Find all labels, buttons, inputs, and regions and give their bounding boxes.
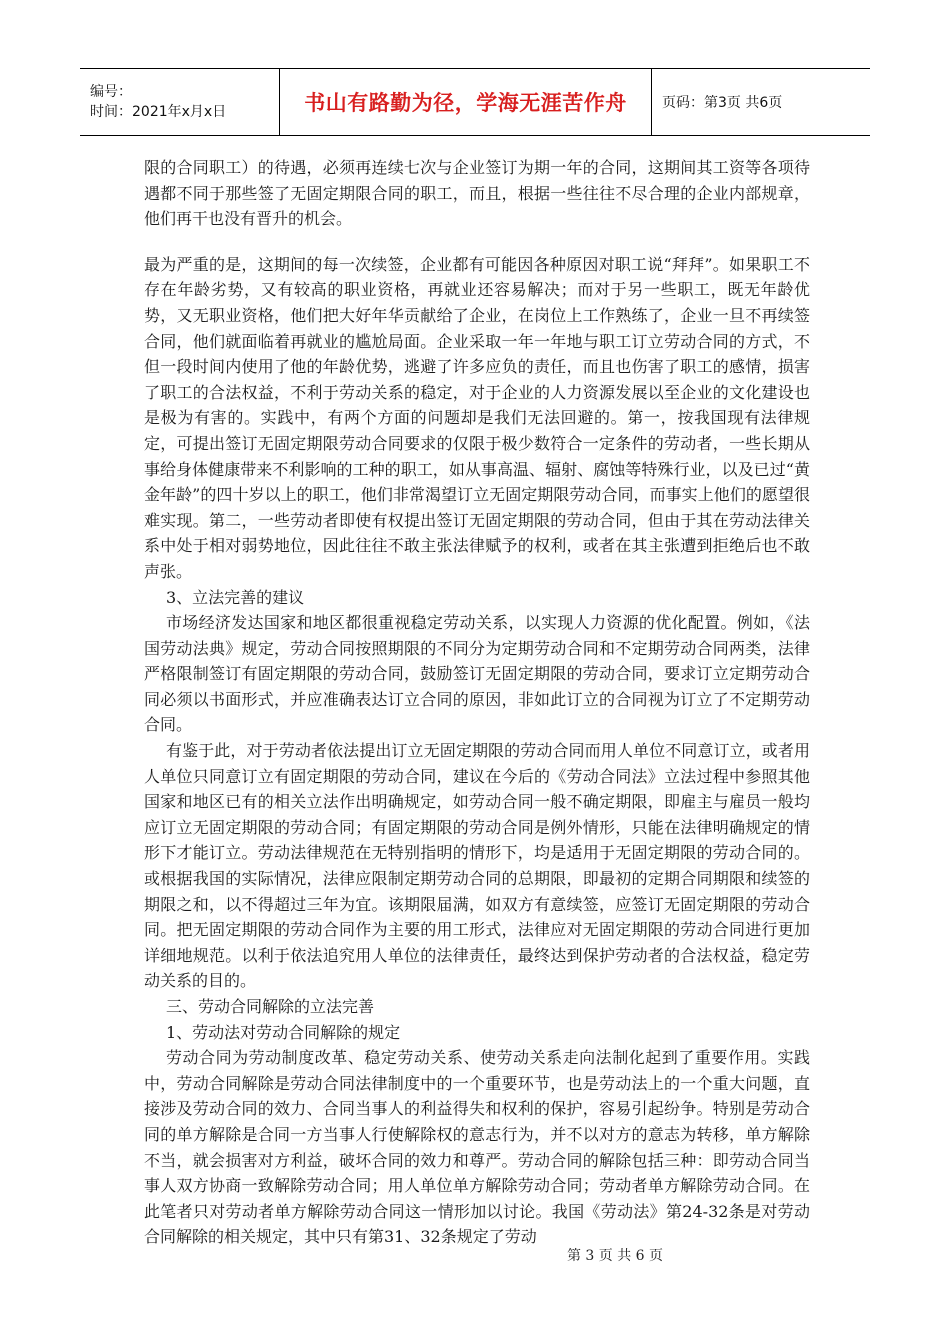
page-header [80, 68, 870, 136]
header-page-code-cell [652, 69, 870, 135]
paragraph: 最为严重的是，这期间的每一次续签，企业都有可能因各种原因对职工说“拜拜”。如果职工不存在年龄劣势，又有较高的职业资格，再就业还容易解决；而对于另一些职工，既无年龄优势，又无职业资格，他们把大好年华贡献给了企业，在岗位上工作熟练了，企业一旦不再续签合同，他们就面临着再就业的尴尬局面。企业采取一年一年地与职工订立劳动合同的方式，不但一段时间内使用了他的年龄优势，逃避了许多应负的责任，而且也伤害了职工的感情，损害了职工的合法权益，不利于劳动关系的稳定，对于企业的人力资源发展以至企业的文化建设也是极为有害的。实践中，有两个方面的问题却是我们无法回避的。第一，按我国现有法律规定，可提出签订无固定期限劳动合同要求的仅限于极少数符合一定条件的劳动者，一些长期从事给身体健康带来不利影响的工种的职工，如从事高温、辐射、腐蚀等特殊行业，以及已过“黄金年龄”的四十岁以上的职工，他们非常渴望订立无固定期限劳动合同，而事实上他们的愿望很难实现。第二，一些劳动者即使有权提出签订无固定期限的劳动合同，但由于其在劳动法律关系中处于相对弱势地位，因此往往不敢主张法律赋予的权利，或者在其主张遭到拒绝后也不敢声张。 [144, 254, 810, 581]
paragraph: 有鉴于此，对于劳动者依法提出订立无固定期限的劳动合同而用人单位不同意订立，或者用人单位只同意订立有固定期限的劳动合同，建议在今后的《劳动合同法》立法过程中参照其他国家和地区已有的相关立法作出明确规定，如劳动合同一般不确定期限，即雇主与雇员一般均应订立无固定期限的劳动合同；有固定期限的劳动合同是例外情形，只能在法律明确规定的情形下才能订立。劳动法律规范在无特别指明的情形下，均是适用于无固定期限的劳动合同的。或根据我国的实际情况，法律应限制定期劳动合同的总期限，即最初的定期合同期限和续签的期限之和，以不得超过三年为宜。该期限届满，如双方有意续签，应签订无固定期限的劳动合同。把无固定期限的劳动合同作为主要的用工形式，法律应对无固定期限的劳动合同进行更加详细地规范。以利于依法追究用人单位的法律责任，最终达到保护劳动者的合法权益，稳定劳动关系的目的。 [144, 741, 810, 991]
header-meta [80, 69, 280, 135]
subsection-heading: 1、劳动法对劳动合同解除的规定 [166, 1022, 401, 1042]
footer-page-number: 第 3 页 共 6 页 [566, 1248, 664, 1264]
page-footer [0, 1245, 950, 1265]
paragraph: 市场经济发达国家和地区都很重视稳定劳动关系，以实现人力资源的优化配置。例如，《法国劳动法典》规定，劳动合同按照期限的不同分为定期劳动合同和不定期劳动合同两类，法律严格限制签订有固定期限的劳动合同，鼓励签订无固定期限的劳动合同，要求订立定期劳动合同必须以书面形式，并应准确表达订立合同的原因，非如此订立的合同视为订立了不定期劳动合同。 [144, 613, 810, 735]
section-heading: 3、立法完善的建议 [166, 587, 305, 607]
paragraph: 劳动合同为劳动制度改革、稳定劳动关系、使劳动关系走向法制化起到了重要作用。实践中，劳动合同解除是劳动合同法律制度中的一个重要环节，也是劳动法上的一个重大问题，直接涉及劳动合同的效力、合同当事人的利益得失和权利的保护，容易引起纷争。特别是劳动合同的单方解除是合同一方当事人行使解除权的意志行为，并不以对方的意志为转移，单方解除不当，就会损害对方利益，破坏合同的效力和尊严。劳动合同的解除包括三种：即劳动合同当事人双方协商一致解除劳动合同；用人单位单方解除劳动合同；劳动者单方解除劳动合同。在此笔者只对劳动者单方解除劳动合同这一情形加以讨论。我国《劳动法》第24-32条是对劳动合同解除的相关规定，其中只有第31、32条规定了劳动 [144, 1048, 810, 1247]
paragraph: 限的合同职工）的待遇，必须再连续七次与企业签订为期一年的合同，这期间其工资等各项待遇都不同于那些签了无固定期限合同的职工，而且，根据一些往往不尽合理的企业内部规章，他们再干也没有晋升的机会。 [144, 158, 810, 229]
page-code: 页码：第3页 共6页 [662, 95, 783, 111]
motto: 书山有路勤为径，学海无涯苦作舟 [304, 91, 627, 115]
time-label: 时间：2021年x月x日 [90, 104, 227, 120]
document-body [144, 155, 810, 1250]
header-motto-cell [280, 69, 652, 135]
serial-label: 编号： [90, 84, 132, 100]
section-heading: 三、劳动合同解除的立法完善 [166, 997, 375, 1016]
